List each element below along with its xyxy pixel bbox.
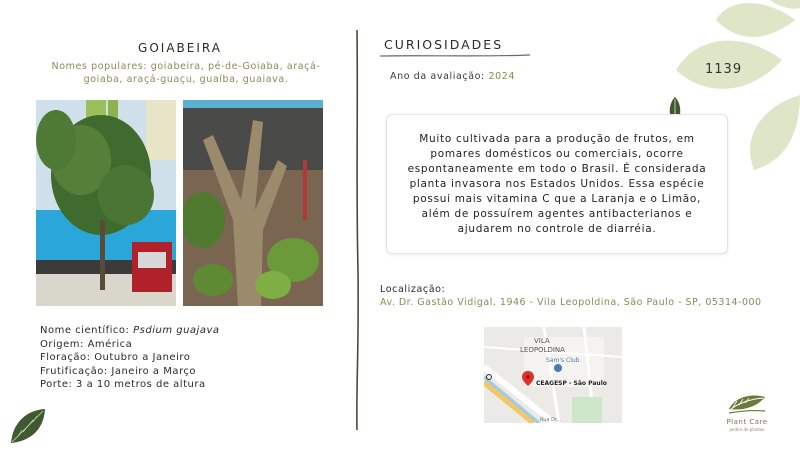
map-label-district-2: LEOPOLDINA bbox=[520, 346, 565, 354]
map-label-street: Rua Dr... bbox=[540, 417, 562, 423]
leaf-corner-icon bbox=[8, 406, 48, 446]
location-label: Localização: bbox=[380, 284, 446, 295]
title-underline bbox=[380, 54, 530, 58]
location-map[interactable] bbox=[484, 327, 622, 423]
fact-scientific-name: Nome científico: Psdium guajava bbox=[40, 325, 220, 336]
fact-size: Porte: 3 a 10 metros de altura bbox=[40, 379, 206, 390]
curiosities-card bbox=[386, 114, 728, 254]
fact-flowering: Floração: Outubro a Janeiro bbox=[40, 352, 191, 363]
evaluation-year: Ano da avaliação: 2024 bbox=[390, 71, 516, 82]
popular-names: Nomes populares: goiabeira, pé-de-Goiaba, araçá-goiaba, araçá-guaçu, guaíba, guaiava. bbox=[51, 61, 321, 85]
plant-common-name: GOIABEIRA bbox=[138, 41, 222, 55]
fact-origin: Origem: América bbox=[40, 338, 133, 350]
fact-fruiting: Frutificação: Janeiro a Março bbox=[40, 365, 196, 377]
plant-code: 1139 bbox=[705, 62, 743, 77]
plant-photo-tree bbox=[36, 100, 176, 306]
map-label-place: CEAGESP - São Paulo bbox=[536, 380, 607, 387]
plant-photo-trunk bbox=[183, 100, 323, 306]
brand-name: Plant Care bbox=[726, 418, 768, 426]
plant-facts bbox=[40, 324, 220, 392]
store-pin-icon bbox=[554, 364, 562, 372]
curiosities-title: CURIOSIDADES bbox=[384, 37, 504, 52]
brand-tagline: jardim de plantas bbox=[729, 427, 765, 432]
plant-care-logo-icon bbox=[727, 393, 767, 415]
map-label-district: VILA bbox=[534, 337, 550, 345]
curiosities-text: Muito cultivada para a produção de frutos, em pomares domésticos ou comerciais, ocorre espontaneamente em todo o Brasil. É considerada planta invasora nos Estados Unidos. Essa espécie possui mais vitamina C que a Laranja e o Limão, além de possuírem agentes antibacterianos e ajudarem no controle de diarréia. bbox=[407, 132, 707, 235]
vertical-divider bbox=[353, 30, 361, 430]
location-address: Av. Dr. Gastão Vidigal, 1946 - Vila Leopoldina, São Paulo - SP, 05314-000 bbox=[380, 297, 762, 308]
map-label-store: Sam's Club bbox=[546, 357, 580, 364]
